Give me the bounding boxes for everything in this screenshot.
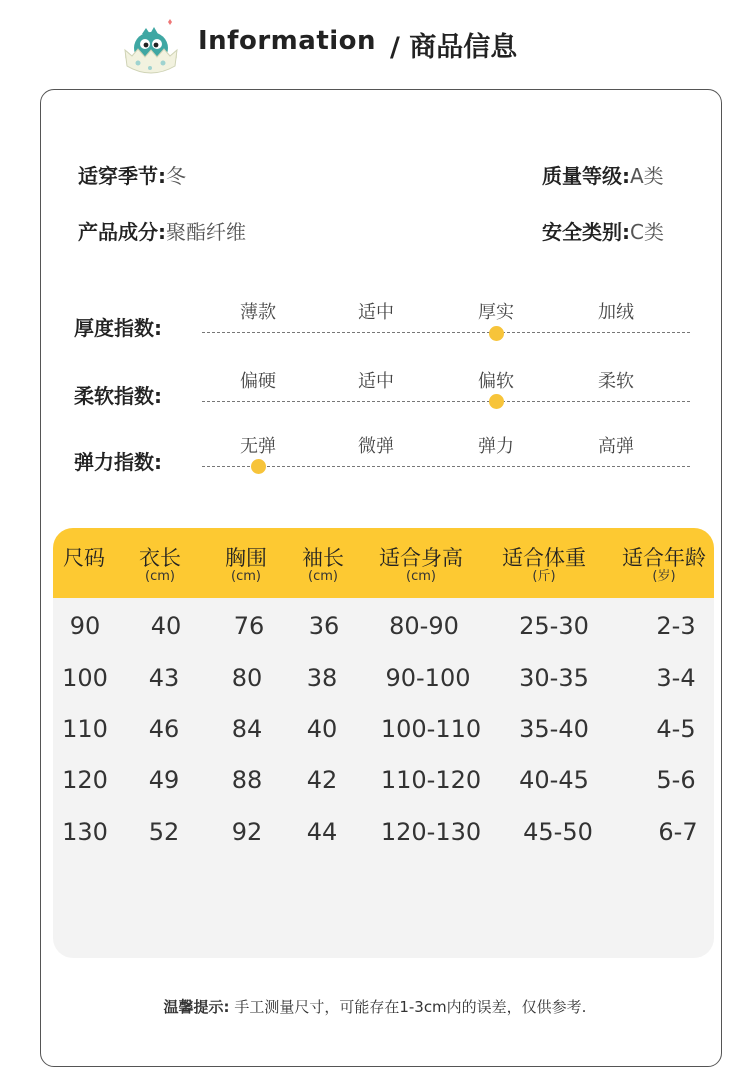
table-cell: 5-6 xyxy=(656,766,696,794)
table-cell: 76 xyxy=(233,612,265,640)
table-cell: 130 xyxy=(62,818,108,846)
table-cell: 110 xyxy=(62,715,108,743)
attr-grade-value: A类 xyxy=(630,164,664,188)
size-table-header xyxy=(53,528,714,598)
column-unit: (cm) xyxy=(308,569,338,584)
column-unit: (岁) xyxy=(652,569,676,584)
column-unit: (cm) xyxy=(406,569,436,584)
table-cell: 42 xyxy=(306,766,338,794)
table-cell: 45-50 xyxy=(523,818,593,846)
table-cell: 120-130 xyxy=(380,818,482,846)
attr-material-label: 产品成分: xyxy=(78,220,166,244)
attr-material-value: 聚酯纤维 xyxy=(166,220,246,244)
table-cell: 25-30 xyxy=(519,612,589,640)
index-option: 柔软 xyxy=(598,371,634,392)
size-table xyxy=(53,528,714,958)
index-label: 厚度指数: xyxy=(74,316,162,340)
footer-tip-text: 手工测量尺寸，可能存在1-3cm内的误差，仅供参考. xyxy=(234,998,587,1016)
table-cell: 80 xyxy=(231,664,263,692)
table-cell: 49 xyxy=(148,766,180,794)
table-cell: 44 xyxy=(306,818,338,846)
table-cell: 84 xyxy=(231,715,263,743)
table-cell: 90-100 xyxy=(385,664,471,692)
attr-material xyxy=(78,216,246,245)
index-option: 偏软 xyxy=(478,371,514,392)
column-header-size xyxy=(55,546,113,570)
attr-grade-label: 质量等级: xyxy=(542,164,630,188)
index-option: 偏硬 xyxy=(240,371,276,392)
column-unit: (cm) xyxy=(231,569,261,584)
attr-grade xyxy=(542,160,664,189)
index-option: 无弹 xyxy=(240,436,276,457)
table-cell: 88 xyxy=(231,766,263,794)
table-cell: 110-120 xyxy=(380,766,482,794)
column-title: 衣长 xyxy=(139,546,181,570)
index-option: 微弹 xyxy=(358,436,394,457)
attr-safety-label: 安全类别: xyxy=(542,220,630,244)
column-unit: (cm) xyxy=(145,569,175,584)
table-cell: 4-5 xyxy=(656,715,696,743)
index-option: 弹力 xyxy=(478,436,514,457)
header-title-cn: / 商品信息 xyxy=(390,32,518,63)
index-label: 弹力指数: xyxy=(74,450,162,474)
table-cell: 90 xyxy=(69,612,101,640)
table-cell: 40 xyxy=(306,715,338,743)
table-cell: 80-90 xyxy=(389,612,459,640)
table-cell: 36 xyxy=(308,612,340,640)
table-cell: 40-45 xyxy=(519,766,589,794)
index-scale-line xyxy=(202,466,690,467)
column-header-chest xyxy=(215,546,277,584)
index-label: 柔软指数: xyxy=(74,384,162,408)
index-option: 适中 xyxy=(358,302,394,323)
index-option: 加绒 xyxy=(598,302,634,323)
column-title: 适合体重 xyxy=(502,546,586,570)
table-cell: 6-7 xyxy=(658,818,698,846)
attr-season-label: 适穿季节: xyxy=(78,164,166,188)
index-option: 高弹 xyxy=(598,436,634,457)
index-selected-dot xyxy=(251,459,266,474)
table-cell: 52 xyxy=(148,818,180,846)
table-row xyxy=(53,810,714,860)
footer-tip xyxy=(0,996,750,1017)
table-cell: 46 xyxy=(148,715,180,743)
column-header-length xyxy=(129,546,191,584)
index-option: 适中 xyxy=(358,371,394,392)
table-cell: 100-110 xyxy=(380,715,482,743)
table-cell: 3-4 xyxy=(656,664,696,692)
table-cell: 30-35 xyxy=(519,664,589,692)
column-header-age xyxy=(615,546,713,584)
index-selected-dot xyxy=(489,326,504,341)
page-header xyxy=(0,0,750,88)
table-cell: 100 xyxy=(62,664,108,692)
column-header-height xyxy=(371,546,471,584)
column-title: 适合年龄 xyxy=(622,546,706,570)
header-title-en: Information xyxy=(198,26,377,56)
table-row xyxy=(53,758,714,808)
table-cell: 38 xyxy=(306,664,338,692)
column-title: 尺码 xyxy=(63,546,105,570)
dinosaur-in-egg-icon xyxy=(120,10,182,76)
column-title: 袖长 xyxy=(302,546,344,570)
column-title: 适合身高 xyxy=(379,546,463,570)
column-unit: (斤) xyxy=(532,569,556,584)
table-row xyxy=(53,604,714,654)
index-scale-line xyxy=(202,401,690,402)
table-cell: 40 xyxy=(150,612,182,640)
index-option: 厚实 xyxy=(478,302,514,323)
table-cell: 120 xyxy=(62,766,108,794)
attr-safety xyxy=(542,216,664,245)
table-row xyxy=(53,707,714,757)
index-selected-dot xyxy=(489,394,504,409)
table-cell: 43 xyxy=(148,664,180,692)
attr-safety-value: C类 xyxy=(630,220,664,244)
table-cell: 92 xyxy=(231,818,263,846)
column-header-weight xyxy=(494,546,594,584)
attr-season-value: 冬 xyxy=(166,164,186,188)
table-cell: 35-40 xyxy=(519,715,589,743)
index-scale-line xyxy=(202,332,690,333)
column-header-sleeve xyxy=(294,546,352,584)
table-row xyxy=(53,656,714,706)
column-title: 胸围 xyxy=(225,546,267,570)
footer-tip-label: 温馨提示: xyxy=(163,998,230,1016)
attr-season xyxy=(78,160,186,189)
index-option: 薄款 xyxy=(240,302,276,323)
table-cell: 2-3 xyxy=(656,612,696,640)
